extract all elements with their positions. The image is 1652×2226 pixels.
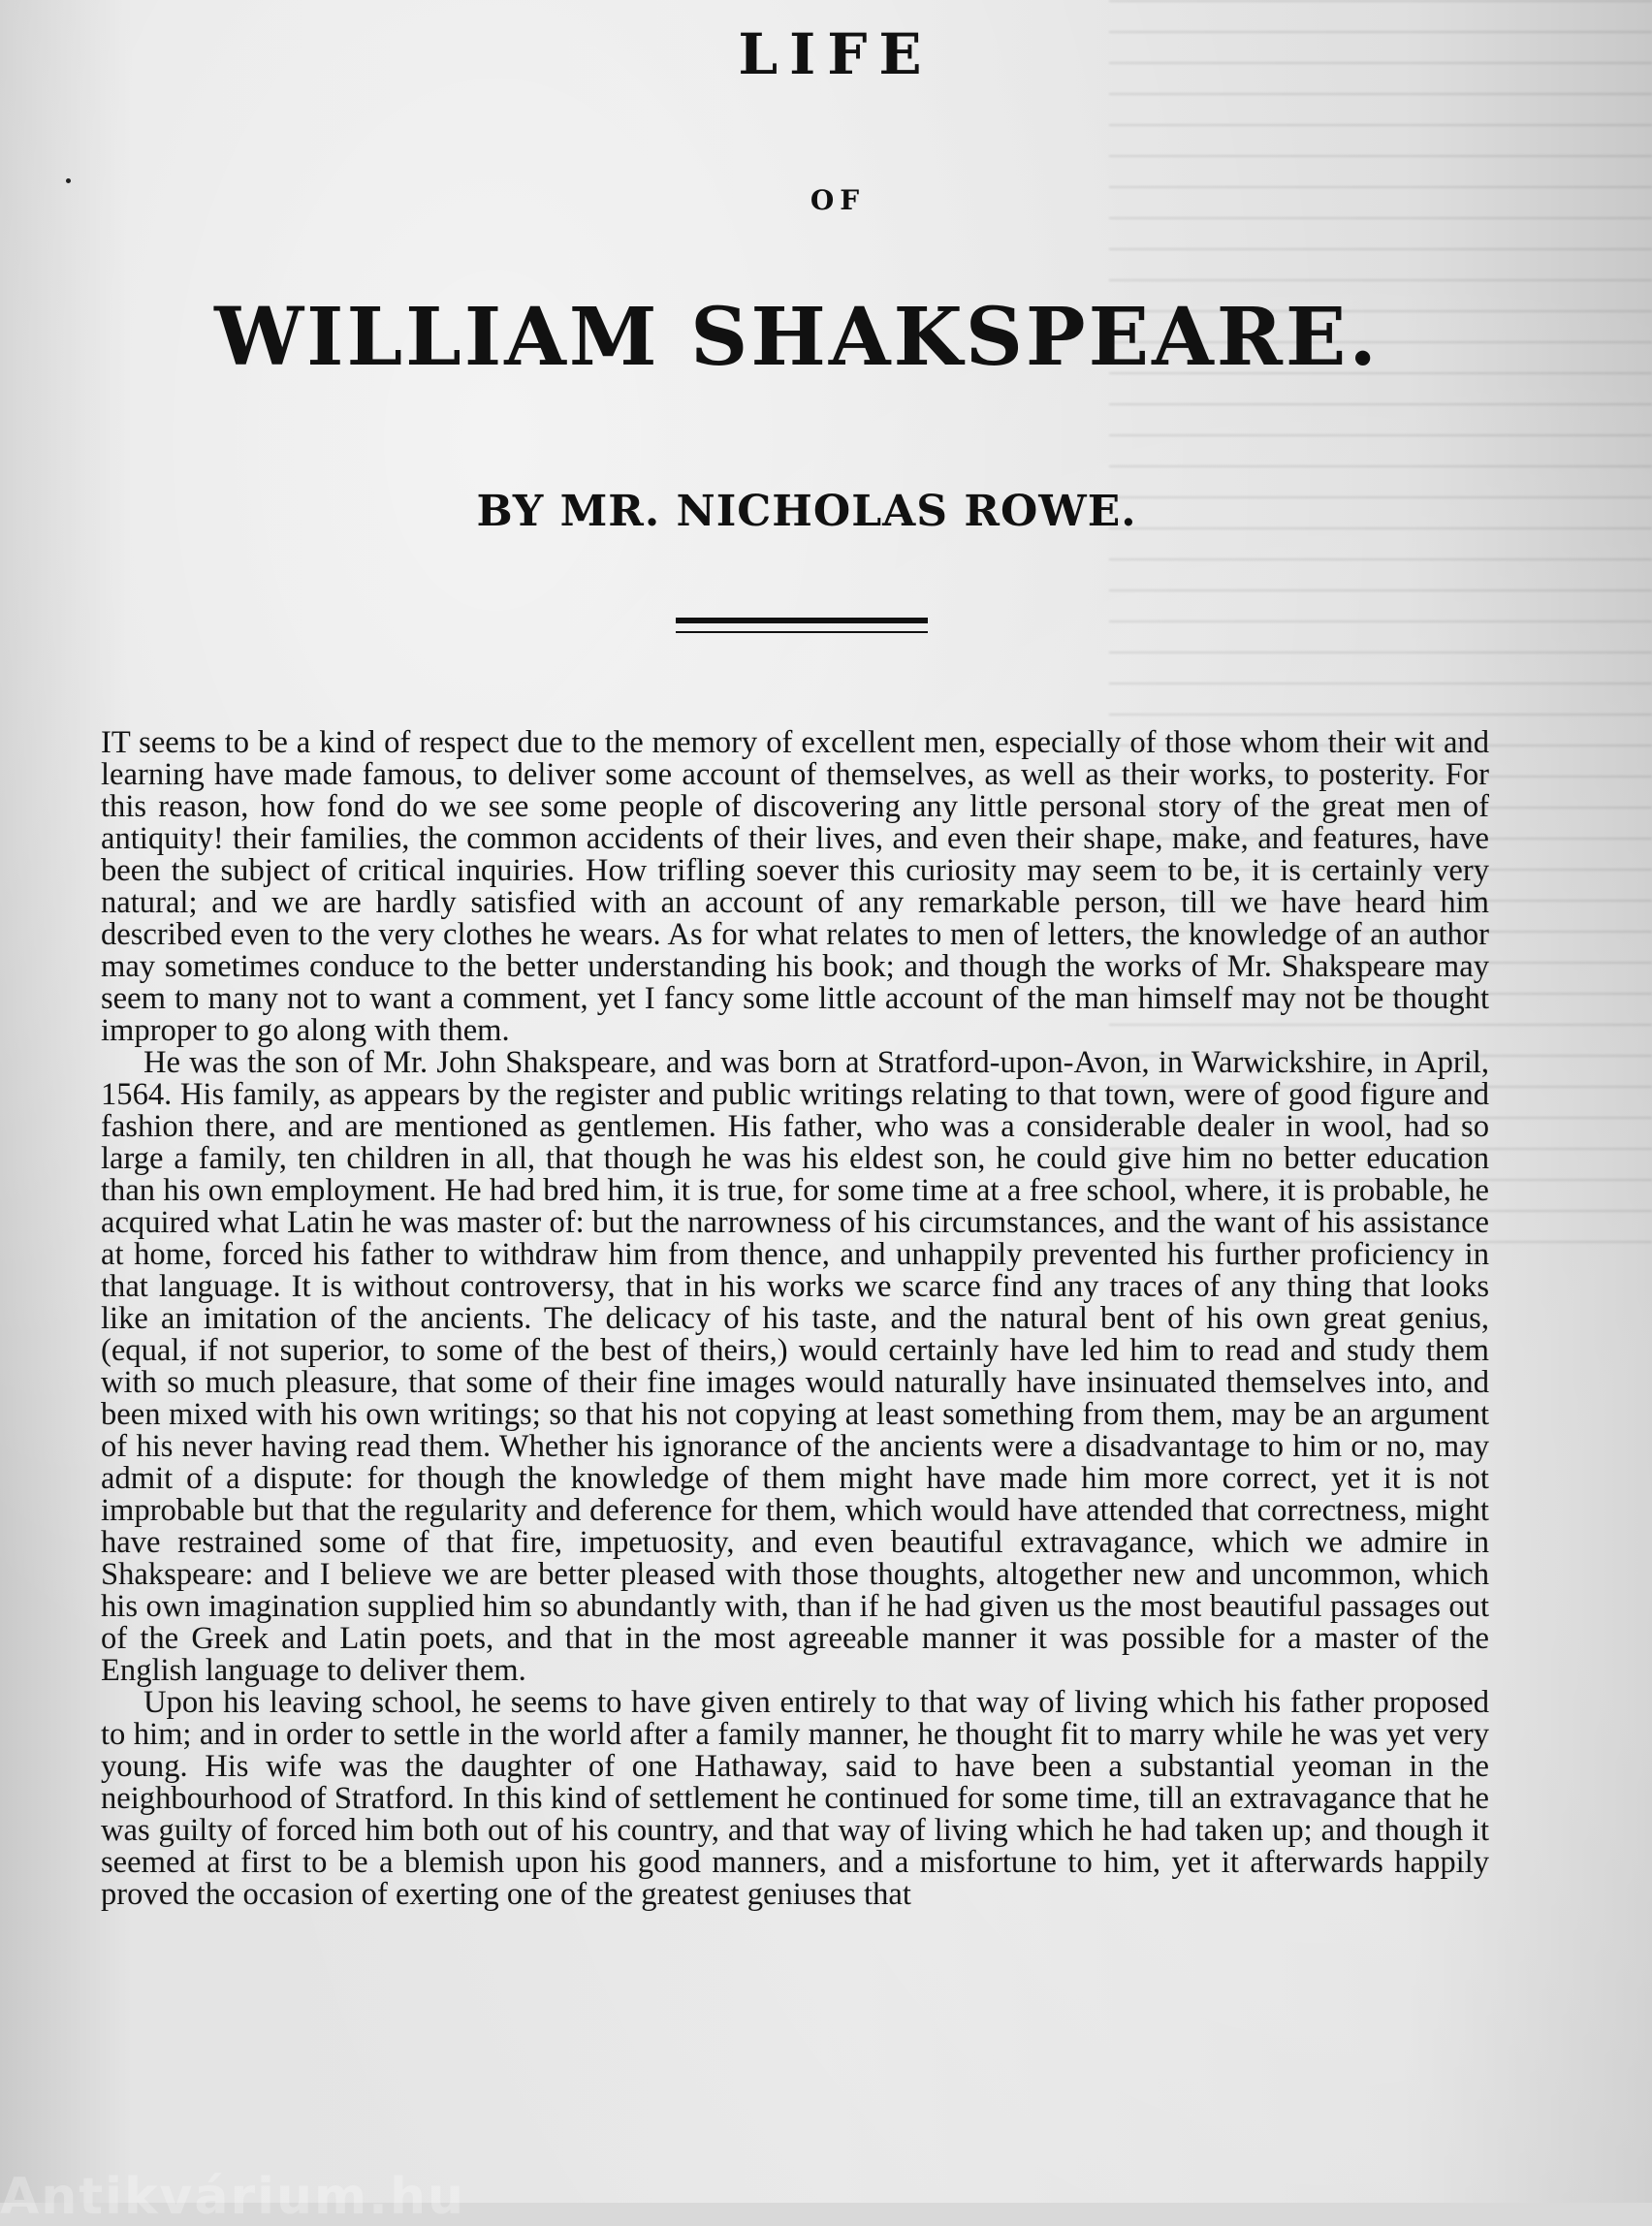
decorative-rule-thick xyxy=(676,618,928,623)
ink-speck xyxy=(66,178,71,183)
decorative-rule-thin xyxy=(676,631,928,633)
title-of: OF xyxy=(810,184,866,216)
watermark: Antikvárium.hu xyxy=(0,2168,465,2226)
paragraph-1: IT seems to be a kind of respect due to the memory of excellent men, especially of those whom their wit and learning have made famous, to deliver some account of themselves, as well as their works, to posterity. For this reason, how fond do we see some people of discovering any little personal story of the great men of antiquity! their families, the common accidents of their lives, and even their shape, make, and features, have been the subject of critical inquiries. How trifling soever this curiosity may seem to be, it is certainly very natural; and we are hardly satisfied with an account of any remarkable person, till we have heard him described even to the very clothes he wears. As for what relates to men of letters, the knowledge of an author may sometimes conduce to the better understanding his book; and though the works of Mr. Shakspeare may seem to many not to want a comment, yet I fancy some little account of the man himself may not be thought improper to go along with them. xyxy=(101,725,1489,1048)
body-text xyxy=(101,727,1489,1911)
paragraph-3: Upon his leaving school, he seems to have given entirely to that way of living which his father proposed to him; and in order to settle in the world after a family manner, he thought fit to marry while he was yet very young. His wife was the daughter of one Hathaway, said to have been a substantial yeoman in the neighbourhood of Stratford. In this kind of settlement he continued for some time, till an extravagance that he was guilty of forced him both out of his country, and that way of living which he had taken up; and though it seemed at first to be a blemish upon his good manners, and a misfortune to him, yet it afterwards happily proved the occasion of exerting one of the greatest geniuses that xyxy=(101,1685,1489,1912)
paragraph-2: He was the son of Mr. John Shakspeare, and was born at Stratford-upon-Avon, in Warwickshire, in April, 1564. His family, as appears by the register and public writings relating to that town, were of good figure and fashion there, and are mentioned as gentlemen. His father, who was a considerable dealer in wool, had so large a family, ten children in all, that though he was his eldest son, he could give him no better education than his own employment. He had bred him, it is true, for some time at a free school, where, it is probable, he acquired what Latin he was master of: but the narrowness of his circumstances, and the want of his assistance at home, forced his father to withdraw him from thence, and unhappily prevented his further proficiency in that language. It is without controversy, that in his works we scarce find any traces of any thing that looks like an imitation of the ancients. The delicacy of his taste, and the natural bent of his own great genius, (equal, if not superior, to some of the best of theirs,) would certainly have led him to read and study them with so much pleasure, that some of their fine images would naturally have insinuated themselves into, and been mixed with his own writings; so that his not copying at least something from them, may be an argument of his never having read them. Whether his ignorance of the ancients were a disadvantage to him or no, may admit of a dispute: for though the knowledge of them might have made him more correct, yet it is not improbable but that the regularity and deference for them, which would have attended that correctness, might have restrained some of that fire, impetuosity, and even beautiful extravagance, which we admire in Shakspeare: and I believe we are better pleased with those thoughts, altogether new and uncommon, which his own imagination supplied him so abundantly with, than if he had given us the most beautiful passages out of the Greek and Latin poets, and that in the most agreeable manner it was possible for a master of the English language to deliver them. xyxy=(101,1045,1489,1688)
title-subject-name: WILLIAM SHAKSPEARE. xyxy=(214,291,1380,384)
title-life: LIFE xyxy=(738,21,934,87)
author-byline: BY MR. NICHOLAS ROWE. xyxy=(476,487,1137,536)
